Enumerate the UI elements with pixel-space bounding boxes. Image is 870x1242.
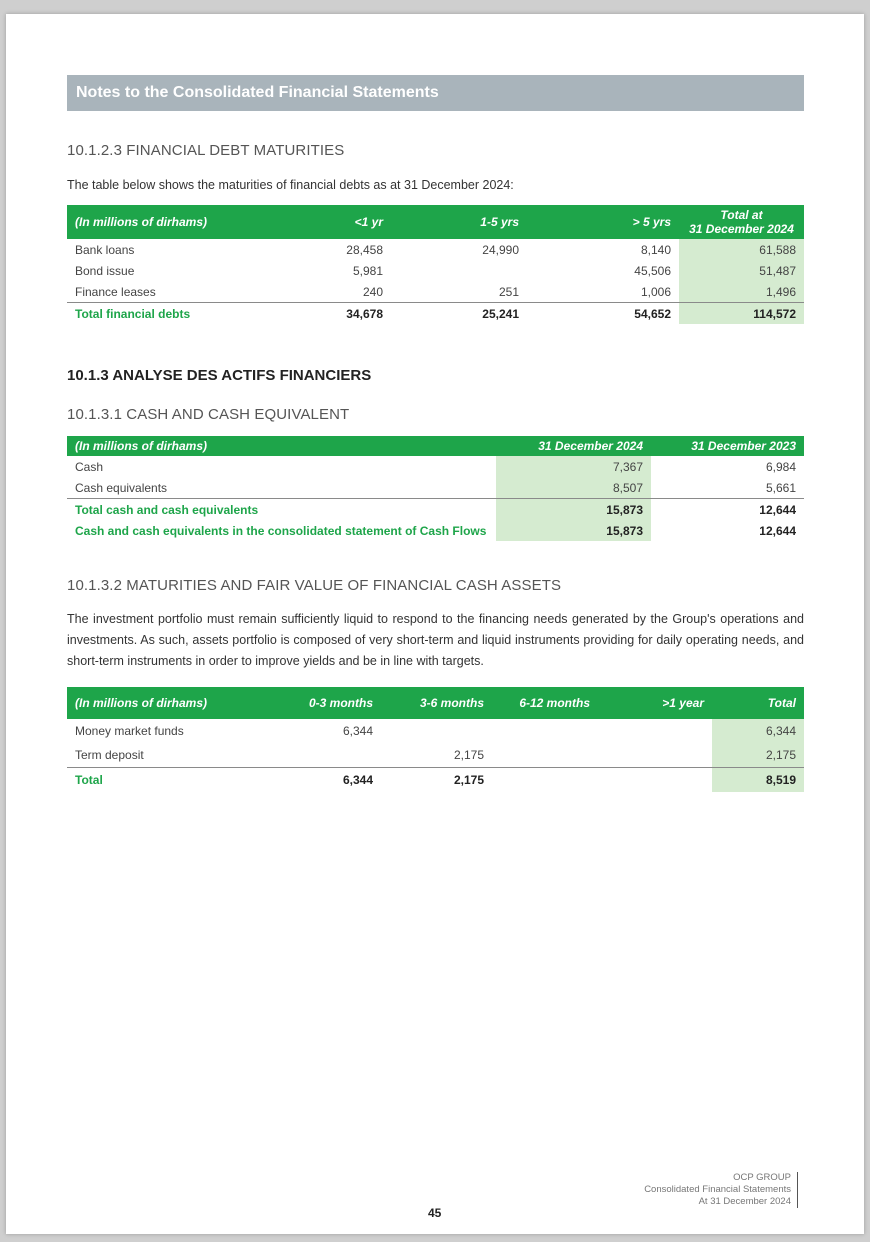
cell: 28,458 — [346, 242, 383, 257]
cell: 25,241 — [391, 303, 527, 325]
table-row — [67, 456, 804, 477]
col-header-2023: 31 December 2023 — [651, 436, 804, 456]
col-header-total — [679, 205, 804, 239]
cash-equivalent-table — [67, 436, 804, 541]
footer-date: At 31 December 2024 — [698, 1196, 791, 1207]
table-row — [67, 281, 804, 303]
cell: 8,507 — [496, 477, 651, 499]
cell: 15,873 — [496, 520, 651, 541]
col-header-label: (In millions of dirhams) — [67, 205, 273, 239]
total-label: Cash and cash equivalents in the consolidated statement of Cash Flows — [75, 523, 487, 538]
table-total-row — [67, 768, 804, 793]
table-row — [67, 239, 804, 260]
row-label: Cash equivalents — [75, 480, 168, 495]
cell: 2,175 — [381, 768, 492, 793]
cell: 7,367 — [496, 456, 651, 477]
cell-total: 2,175 — [712, 743, 804, 768]
cell — [492, 719, 598, 743]
col-header-2024: 31 December 2024 — [496, 436, 651, 456]
cell: 6,984 — [765, 459, 796, 474]
col-header-1to5: 1-5 yrs — [391, 205, 527, 239]
footer-company: OCP GROUP — [733, 1172, 791, 1183]
cell: 251 — [498, 284, 519, 299]
investment-paragraph: The investment portfolio must remain sufficiently liquid to respond to the financing needs generated by the Group's operations and investments. As such, assets portfolio is composed of very short-term and liquid instruments providing for daily operating needs, and short-term instruments in order to improve yields and be in line with targets. — [67, 612, 804, 668]
cell — [598, 743, 712, 768]
col-header-label: (In millions of dirhams) — [67, 436, 496, 456]
debt-intro-text: The table below shows the maturities of financial debts as at 31 December 2024: — [67, 178, 514, 192]
col-header-gt5: > 5 yrs — [527, 205, 679, 239]
cell — [598, 719, 712, 743]
cell: 12,644 — [759, 523, 796, 538]
cell: 54,652 — [527, 303, 679, 325]
cell: 6,344 — [342, 724, 373, 738]
cell: 5,981 — [352, 263, 383, 278]
section-banner: Notes to the Consolidated Financial Statements — [67, 75, 804, 111]
col-header-total: Total — [712, 687, 804, 719]
cell-total: 1,496 — [679, 281, 804, 303]
table-total-row — [67, 303, 804, 325]
row-label: Money market funds — [75, 724, 184, 738]
footer-title: Consolidated Financial Statements — [644, 1184, 791, 1195]
cell: 6,344 — [273, 768, 381, 793]
row-label: Bank loans — [75, 242, 135, 257]
cell-total: 114,572 — [679, 303, 804, 325]
cell — [273, 743, 381, 768]
cell: 1,006 — [640, 284, 671, 299]
col-header-3to6: 3-6 months — [381, 687, 492, 719]
cell-total: 61,588 — [679, 239, 804, 260]
total-label: Total financial debts — [67, 303, 273, 325]
col-header-total-line2: 31 December 2024 — [689, 222, 794, 236]
col-header-total-line1: Total at — [720, 208, 763, 222]
cell: 15,873 — [496, 499, 651, 521]
table-header-row — [67, 687, 804, 719]
total-label: Total — [67, 768, 273, 793]
table-row — [67, 477, 804, 499]
table-row — [67, 260, 804, 281]
row-label: Cash — [75, 459, 104, 474]
cell — [492, 743, 598, 768]
col-header-gt1year: >1 year — [598, 687, 712, 719]
cell: 240 — [362, 284, 383, 299]
col-header-0to3: 0-3 months — [273, 687, 381, 719]
cell — [598, 768, 712, 793]
cash-assets-table — [67, 687, 804, 792]
col-header-label: (In millions of dirhams) — [67, 687, 273, 719]
cell — [381, 719, 492, 743]
cell — [391, 260, 527, 281]
page-footer — [644, 1172, 798, 1208]
cell — [492, 768, 598, 793]
table-header-row — [67, 205, 804, 239]
row-label: Term deposit — [75, 748, 144, 762]
page-number: 45 — [428, 1206, 442, 1220]
cell-total: 6,344 — [712, 719, 804, 743]
table-row — [67, 719, 804, 743]
row-label: Bond issue — [75, 263, 135, 278]
row-label: Finance leases — [75, 284, 156, 299]
financial-assets-heading: 10.1.3 ANALYSE DES ACTIFS FINANCIERS — [67, 367, 372, 384]
cell: 5,661 — [765, 480, 796, 495]
total-label: Total cash and cash equivalents — [67, 499, 496, 521]
cell: 8,140 — [640, 242, 671, 257]
table-row — [67, 743, 804, 768]
col-header-lt1: <1 yr — [273, 205, 391, 239]
table-total-row — [67, 520, 804, 541]
cell: 2,175 — [453, 748, 484, 762]
debt-maturities-heading: 10.1.2.3 FINANCIAL DEBT MATURITIES — [67, 142, 345, 159]
cell-total: 51,487 — [679, 260, 804, 281]
maturities-fair-value-heading: 10.1.3.2 MATURITIES AND FAIR VALUE OF FINANCIAL CASH ASSETS — [67, 577, 562, 594]
col-header-6to12: 6-12 months — [492, 687, 598, 719]
cell-total: 8,519 — [712, 768, 804, 793]
document-page — [6, 14, 864, 1234]
cell: 45,506 — [634, 263, 671, 278]
cell: 24,990 — [482, 242, 519, 257]
table-total-row — [67, 499, 804, 521]
cell: 34,678 — [273, 303, 391, 325]
debt-maturities-table — [67, 205, 804, 324]
cell: 12,644 — [651, 499, 804, 521]
table-header-row — [67, 436, 804, 456]
cash-equivalent-heading: 10.1.3.1 CASH AND CASH EQUIVALENT — [67, 406, 350, 423]
